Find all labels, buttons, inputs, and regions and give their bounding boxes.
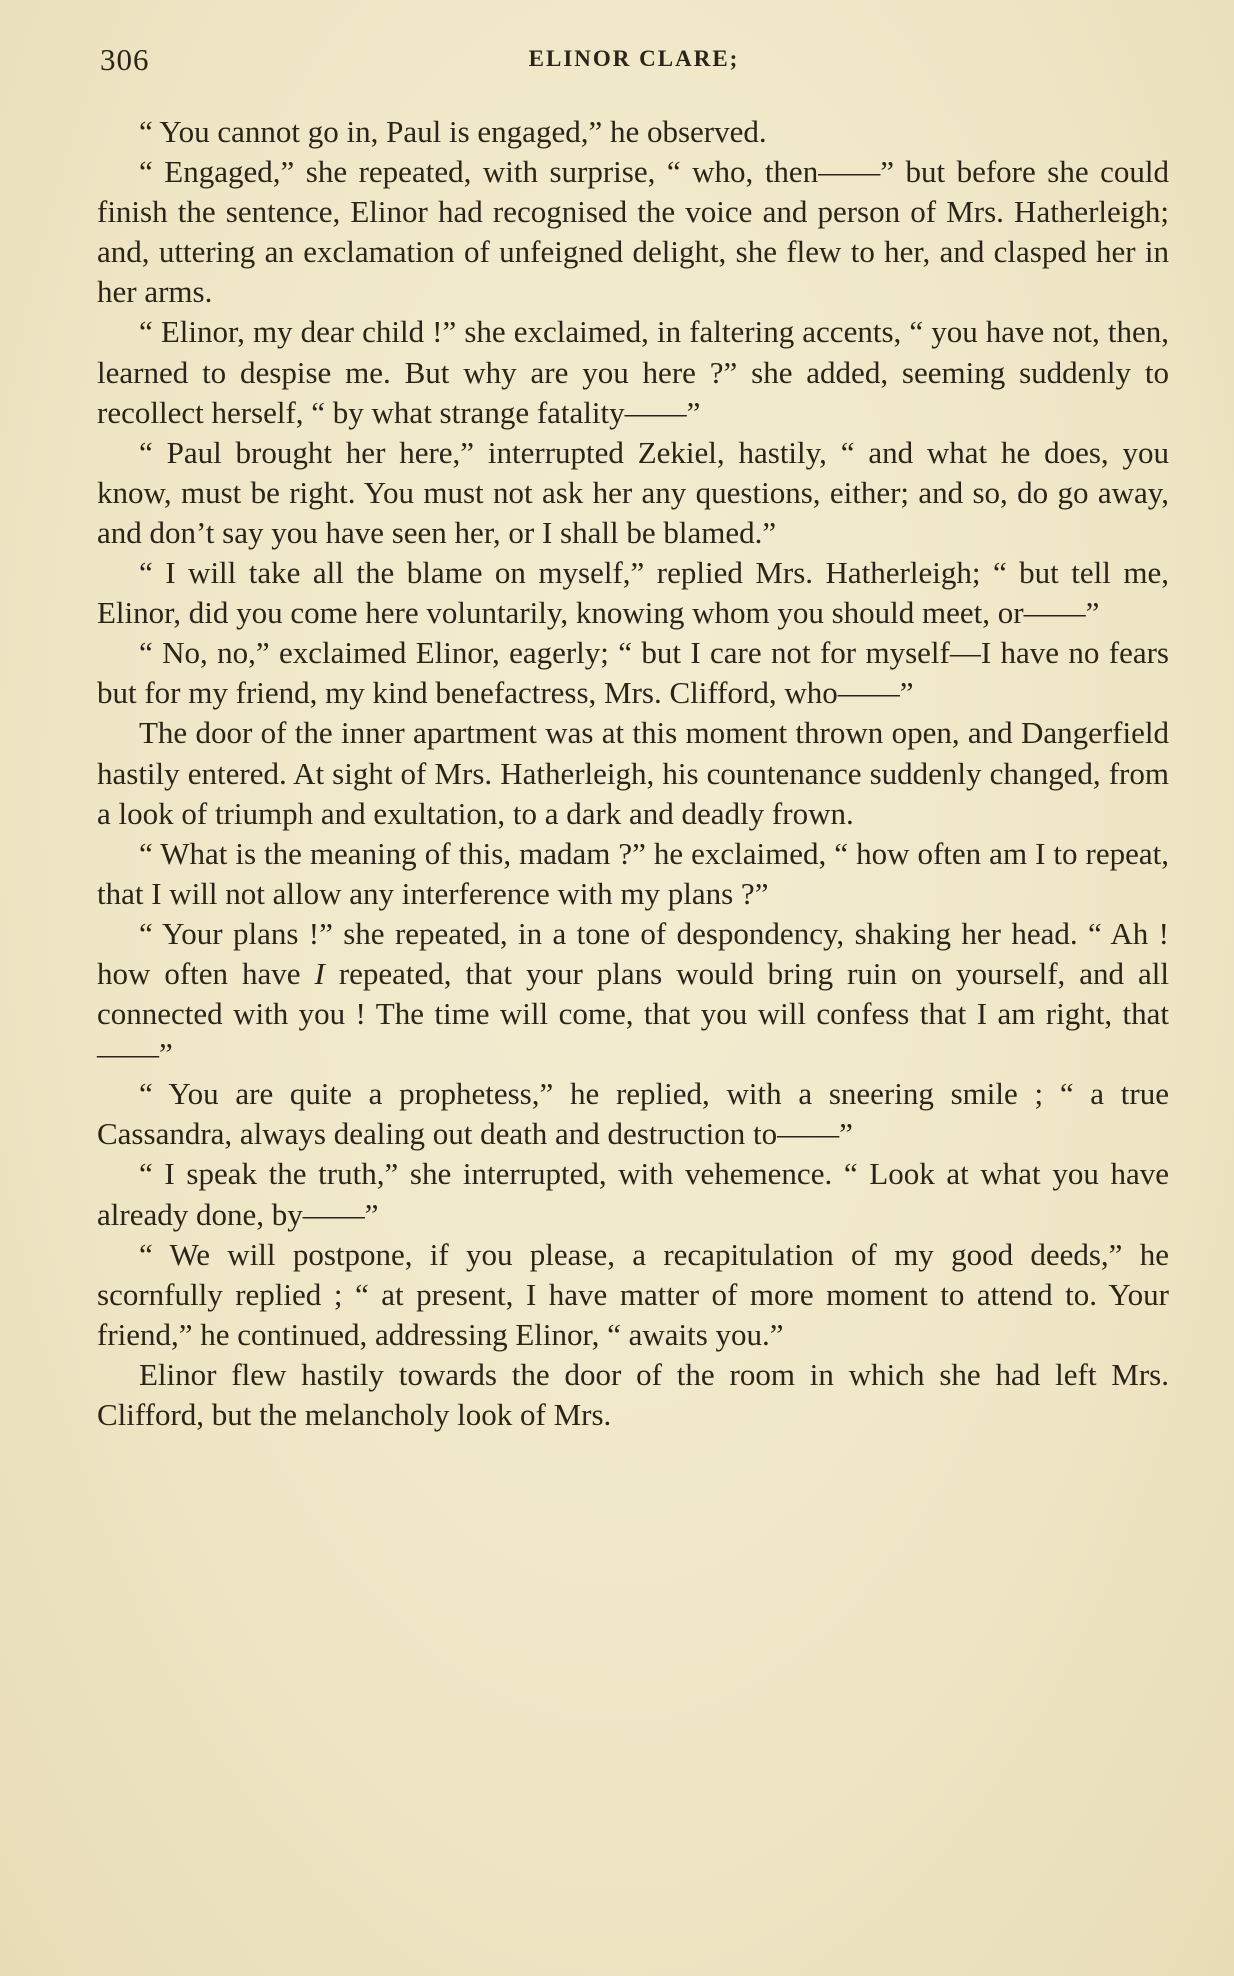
paragraph bbox=[97, 312, 1169, 432]
paragraph bbox=[97, 1235, 1169, 1355]
paragraph bbox=[97, 713, 1169, 833]
paragraph-text: The door of the inner apartment was at this moment thrown open, and Dangerfield hastily entered. At sight of Mrs. Hatherleigh, his countenance suddenly changed, from a look of triumph and exultation, to a dark and deadly frown. bbox=[97, 715, 1169, 831]
paragraph-text: “ We will postpone, if you please, a recapitulation of my good deeds,” he scornfully replied ; “ at present, I have matter of more moment to attend to. Your friend,” he continued, addressing Elinor, “ awaits you.” bbox=[97, 1236, 1169, 1352]
paragraph bbox=[97, 553, 1169, 633]
paragraph-text: Elinor flew hastily towards the door of the room in which she had left Mrs. Clifford, but the melancholy look of Mrs. bbox=[97, 1356, 1169, 1432]
paragraph-text: “ Paul brought her here,” interrupted Zekiel, hastily, “ and what he does, you know, must be right. You must not ask her any questions, either; and so, do go away, and don’t say you have seen her, or I shall be blamed.” bbox=[97, 434, 1169, 550]
paragraph-text: repeated, that your plans would bring ruin on yourself, and all connected with you ! The time will come, that you will confess that I am right, that——” bbox=[97, 955, 1169, 1072]
paragraph bbox=[97, 1154, 1169, 1234]
paragraph-text: “ You cannot go in, Paul is engaged,” he observed. bbox=[139, 114, 767, 149]
italic-text: I bbox=[314, 955, 325, 991]
paragraph-text: “ Engaged,” she repeated, with surprise, “ who, then——” but before she could finish the sentence, Elinor had recognised the voice and person of Mrs. Hatherleigh; and, uttering an exclamation of unfeigned delight, she flew to her, and clasped her in her arms. bbox=[97, 154, 1169, 310]
paragraph bbox=[97, 433, 1169, 553]
paragraph bbox=[97, 633, 1169, 713]
body-text bbox=[97, 112, 1169, 1435]
paragraph-text: “ I will take all the blame on myself,” replied Mrs. Hatherleigh; “ but tell me, Elinor, did you come here voluntarily, knowing whom you should meet, or——” bbox=[97, 555, 1169, 631]
paragraph bbox=[97, 152, 1169, 312]
paragraph-text: “ What is the meaning of this, madam ?” he exclaimed, “ how often am I to repeat, that I will not allow any interference with my plans ?” bbox=[97, 835, 1169, 911]
paragraph bbox=[97, 914, 1169, 1074]
page-number: 306 bbox=[100, 42, 150, 77]
paragraph-text: “ No, no,” exclaimed Elinor, eagerly; “ but I care not for myself—I have no fears but for my friend, my kind benefactress, Mrs. Clifford, who——” bbox=[97, 635, 1169, 711]
running-title: ELINOR CLARE; bbox=[528, 46, 740, 71]
paragraph-text: “ I speak the truth,” she interrupted, with vehemence. “ Look at what you have already done, by——” bbox=[97, 1156, 1169, 1232]
paragraph bbox=[97, 834, 1169, 914]
paragraph-text: “ Elinor, my dear child !” she exclaimed, in faltering accents, “ you have not, then, learned to despise me. But why are you here ?” she added, seeming suddenly to recollect herself, “ by what strange fatality——” bbox=[97, 314, 1169, 430]
paragraph-text: “ You are quite a prophetess,” he replied, with a sneering smile ; “ a true Cassandra, always dealing out death and destruction to——” bbox=[97, 1076, 1169, 1152]
paragraph bbox=[97, 1355, 1169, 1435]
running-head bbox=[100, 42, 1168, 82]
paragraph bbox=[97, 112, 1169, 152]
paragraph bbox=[97, 1074, 1169, 1154]
paragraph-text: “ Your plans !” she repeated, in a tone of despondency, shaking her head. “ Ah ! how often have bbox=[97, 915, 1169, 991]
